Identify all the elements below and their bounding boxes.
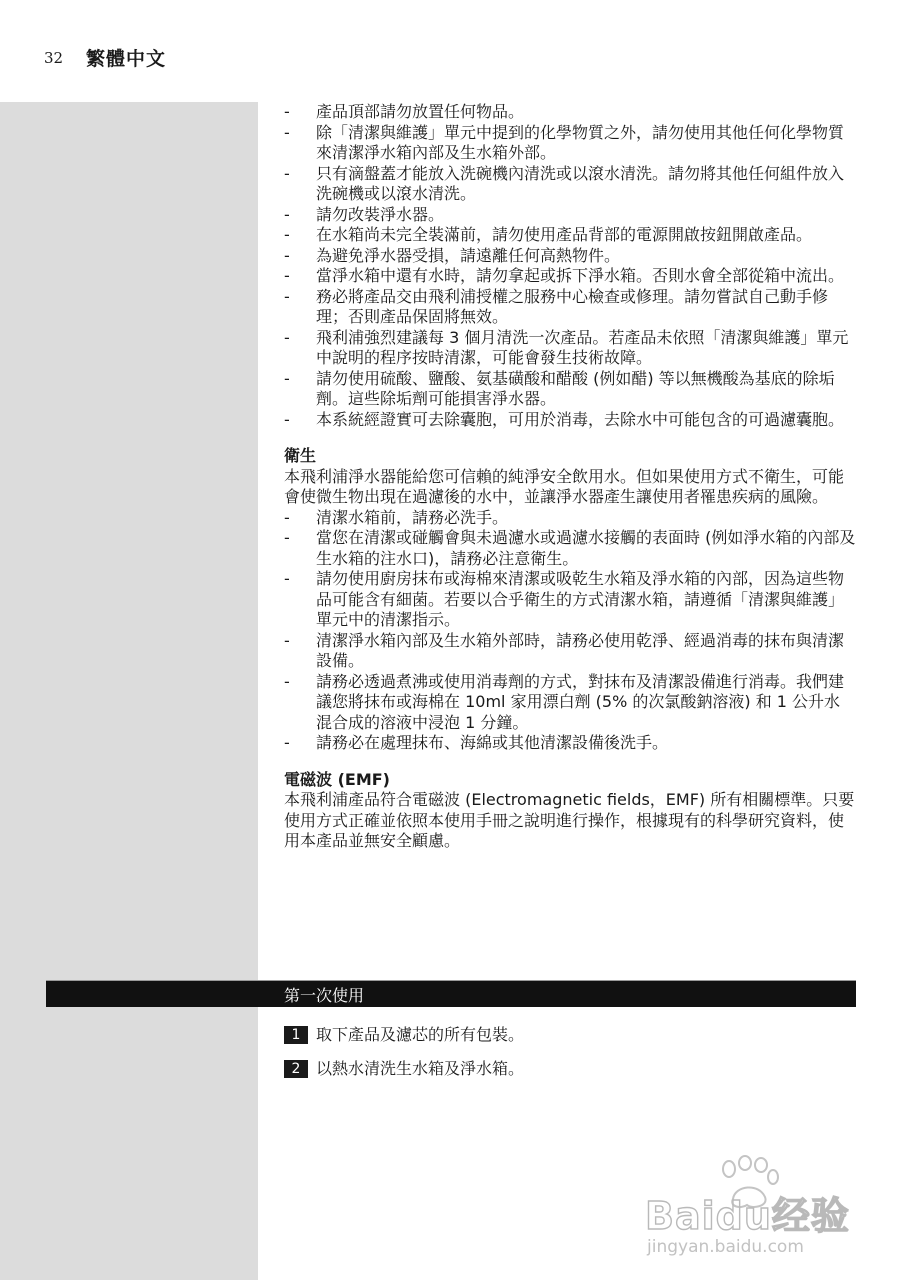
list-item: - 請勿改裝淨水器。 [284, 204, 445, 224]
step-number-badge: 2 [284, 1060, 308, 1078]
list-item: - 在水箱尚未完全裝滿前，請勿使用產品背部的電源開啟按鈕開啟產品。 [284, 225, 813, 244]
first-use-heading-bar [46, 980, 856, 1007]
list-item: - 為避免淨水器受損，請遠離任何高熱物件。 [284, 245, 621, 265]
list-item: - 清潔淨水箱內部及生水箱外部時，請務必使用乾淨、經過消毒的抹布與清潔設備。 [284, 630, 845, 670]
emf-section [284, 770, 856, 852]
sidebar-band [0, 102, 258, 1280]
page-language-title: 繁體中文 [86, 48, 167, 70]
step-text: 取下產品及濾芯的所有包裝。 [316, 1025, 525, 1044]
list-item: - 清潔水箱前，請務必洗手。 [284, 507, 509, 527]
page-number: 32 [44, 49, 64, 67]
emf-title: 電磁波 (EMF) [284, 769, 390, 789]
list-item: - 飛利浦強烈建議每 3 個月清洗一次產品。若產品未依照「清潔與維護」單元中說明的程序按時清潔，可能會發生技術故障。 [284, 327, 849, 367]
emf-text: 本飛利浦產品符合電磁波 (Electromagnetic fields，EMF) 所有相關標準。只要使用方式正確並依照本使用手冊之說明進行操作，根據現有的科學研究資料，使用本產品並無安全顧慮。 [284, 790, 855, 850]
hygiene-section [284, 446, 856, 754]
list-item: - 請務必透過煮沸或使用消毒劑的方式，對抹布及清潔設備進行消毒。我們建議您將抹布或海棉在 10ml 家用漂白劑 (5% 的次氯酸鈉溶液) 和 1 公升水混合成的溶液中浸泡 1 分鐘。 [284, 671, 845, 732]
list-item: - 請勿使用廚房抹布或海棉來清潔或吸乾生水箱及淨水箱的內部，因為這些物品可能含有細菌。若要以合乎衛生的方式清潔水箱，請遵循「清潔與維護」單元中的清潔指示。 [284, 569, 845, 629]
first-use-title: 第一次使用 [284, 986, 365, 1005]
list-item: - 請務必在處理抹布、海綿或其他清潔設備後洗手。 [284, 733, 669, 752]
step-text: 以熱水清洗生水箱及淨水箱。 [316, 1059, 525, 1078]
safety-bullet-list [284, 102, 856, 430]
step-item [284, 1058, 856, 1080]
list-item: - 務必將產品交由飛利浦授權之服務中心檢查或修理。請勿嘗試自己動手修理；否則產品保固將無效。 [284, 286, 829, 326]
main-content [284, 102, 856, 852]
baidu-watermark [645, 1155, 855, 1265]
list-item: - 本系統經證實可去除囊胞，可用於消毒，去除水中可能包含的可過濾囊胞。 [284, 409, 845, 429]
first-use-steps [284, 1024, 856, 1092]
list-item: - 產品頂部請勿放置任何物品。 [284, 102, 525, 121]
watermark-logo: Baidu经验 [645, 1194, 850, 1238]
step-number-badge: 1 [284, 1026, 308, 1044]
hygiene-intro: 本飛利浦淨水器能給您可信賴的純淨安全飲用水。但如果使用方式不衛生，可能會使微生物出現在過濾後的水中，並讓淨水器產生讓使用者罹患疾病的風險。 [284, 466, 845, 506]
hygiene-bullet-list [284, 508, 856, 754]
list-item: - 當淨水箱中還有水時，請勿拿起或拆下淨水箱。否則水會全部從箱中流出。 [284, 266, 845, 285]
watermark-url: jingyan.baidu.com [647, 1237, 804, 1257]
list-item: - 請勿使用硫酸、鹽酸、氨基磺酸和醋酸 (例如醋) 等以無機酸為基底的除垢劑。這些除垢劑可能損害淨水器。 [284, 368, 835, 408]
hygiene-title: 衛生 [284, 446, 317, 465]
step-item [284, 1024, 856, 1046]
list-item: - 除「清潔與維護」單元中提到的化學物質之外，請勿使用其他任何化學物質來清潔淨水箱內部及生水箱外部。 [284, 122, 845, 162]
list-item: - 當您在清潔或碰觸會與未過濾水或過濾水接觸的表面時 (例如淨水箱的內部及生水箱的注水口)，請務必注意衛生。 [284, 528, 856, 568]
list-item: - 只有滴盤蓋才能放入洗碗機內清洗或以滾水清洗。請勿將其他任何組件放入洗碗機或以滾水清洗。 [284, 163, 845, 203]
